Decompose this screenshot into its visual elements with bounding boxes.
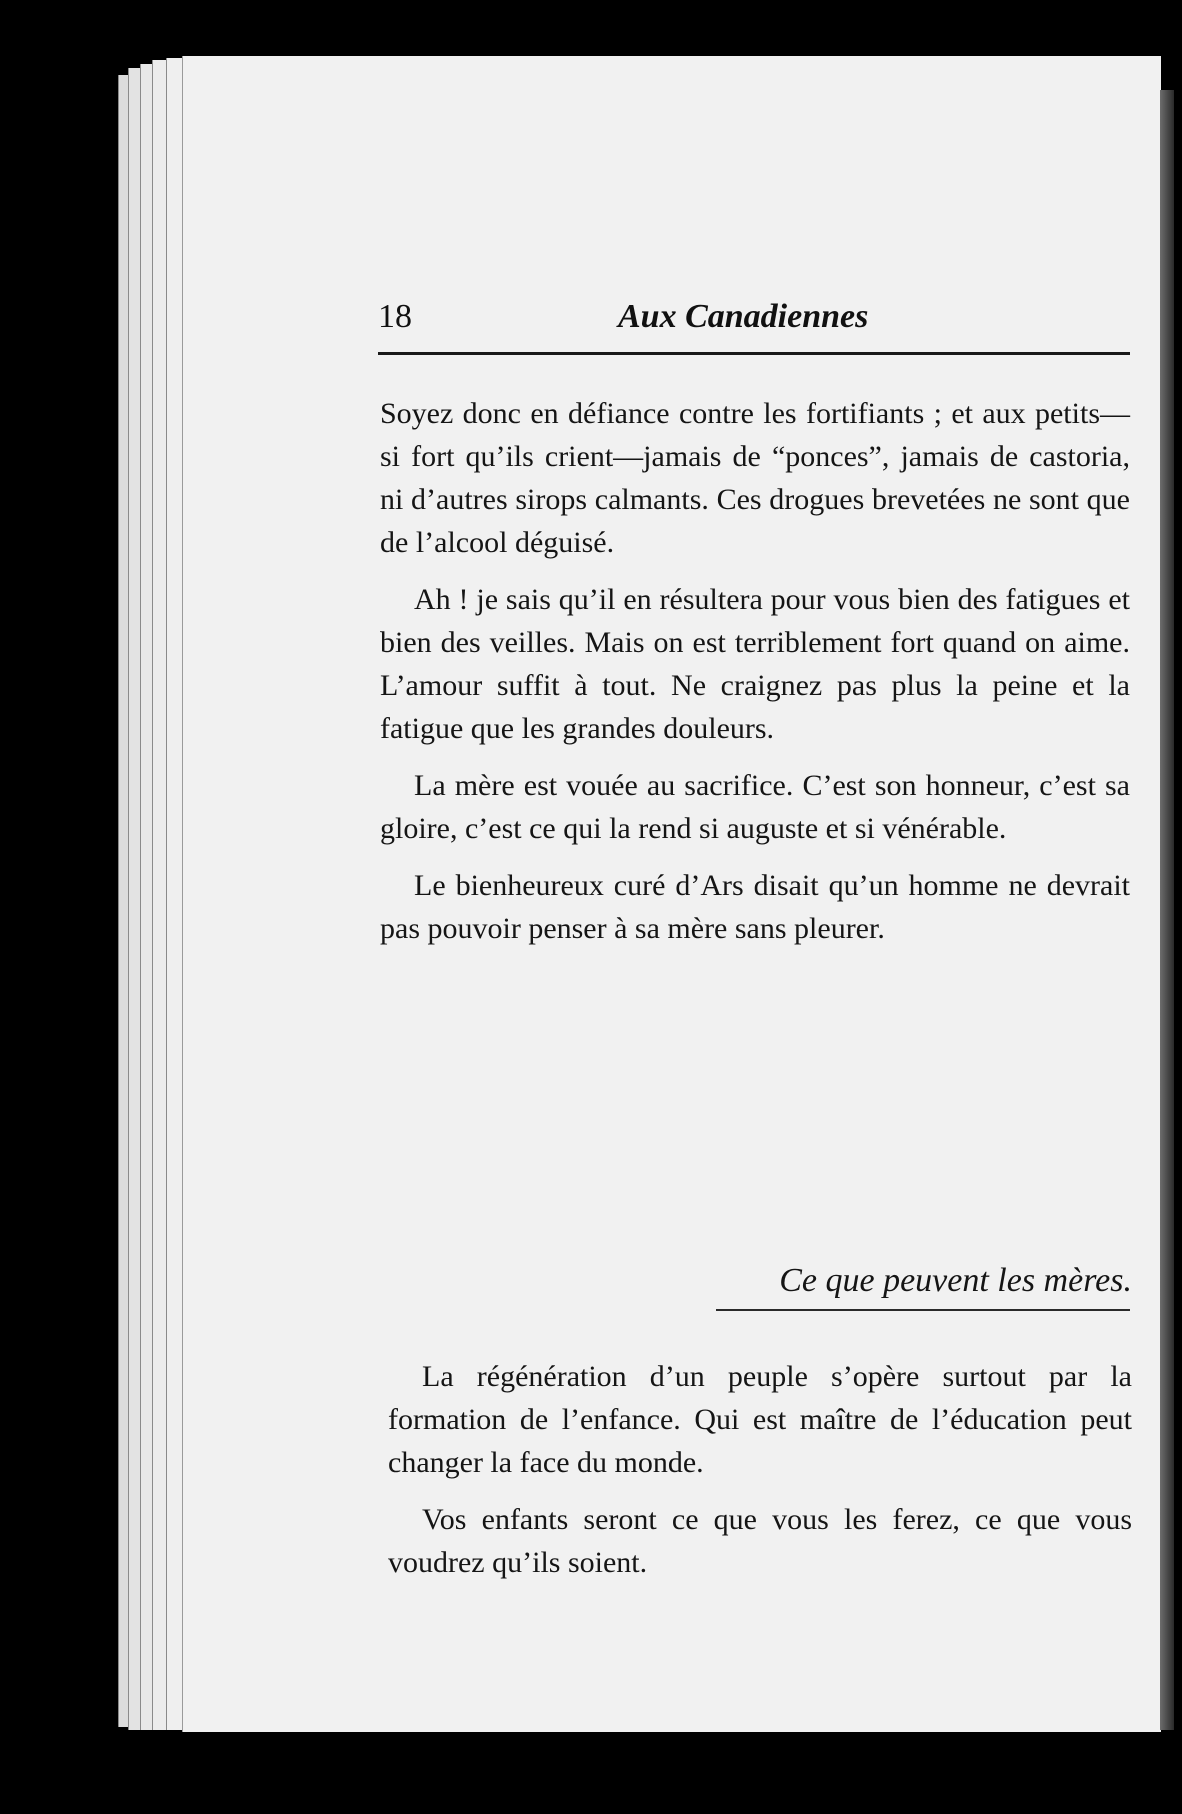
paragraph: Soyez donc en défiance contre les fortifiants ; et aux petits—si fort qu’ils crient—jamais de “ponces”, jamais de castoria, ni d’autres sirops calmants. Ces drogues brevetées ne sont que de l’alcool déguisé. bbox=[380, 397, 1130, 559]
running-title: Aux Canadiennes bbox=[618, 298, 869, 335]
section-heading: Ce que peuvent les mères. bbox=[779, 1262, 1132, 1299]
paragraph: La mère est vouée au sacrifice. C’est son honneur, c’est sa gloire, c’est ce qui la rend si auguste et si vénérable. bbox=[380, 769, 1130, 845]
paragraph: Vos enfants seront ce que vous les ferez, ce que vous voudrez qu’ils soient. bbox=[388, 1503, 1132, 1579]
header-rule bbox=[378, 352, 1130, 355]
page-number: 18 bbox=[378, 298, 412, 335]
body-text bbox=[380, 392, 1130, 964]
paragraph: Ah ! je sais qu’il en résultera pour vous bien des fatigues et bien des veilles. Mais on est terriblement fort quand on aime. L’amour suffit à tout. Ne craignez pas plus la peine et la fatigue que les grandes douleurs. bbox=[380, 583, 1130, 745]
paragraph: Le bienheureux curé d’Ars disait qu’un homme ne devrait pas pouvoir penser à sa mère sans pleurer. bbox=[380, 869, 1130, 945]
running-head bbox=[378, 298, 1130, 348]
section-text bbox=[388, 1355, 1132, 1598]
page-binding-edge bbox=[1160, 90, 1174, 1730]
section-rule bbox=[716, 1309, 1130, 1311]
paragraph: La régénération d’un peuple s’opère surtout par la formation de l’enfance. Qui est maître de l’éducation peut changer la face du monde. bbox=[388, 1360, 1132, 1479]
